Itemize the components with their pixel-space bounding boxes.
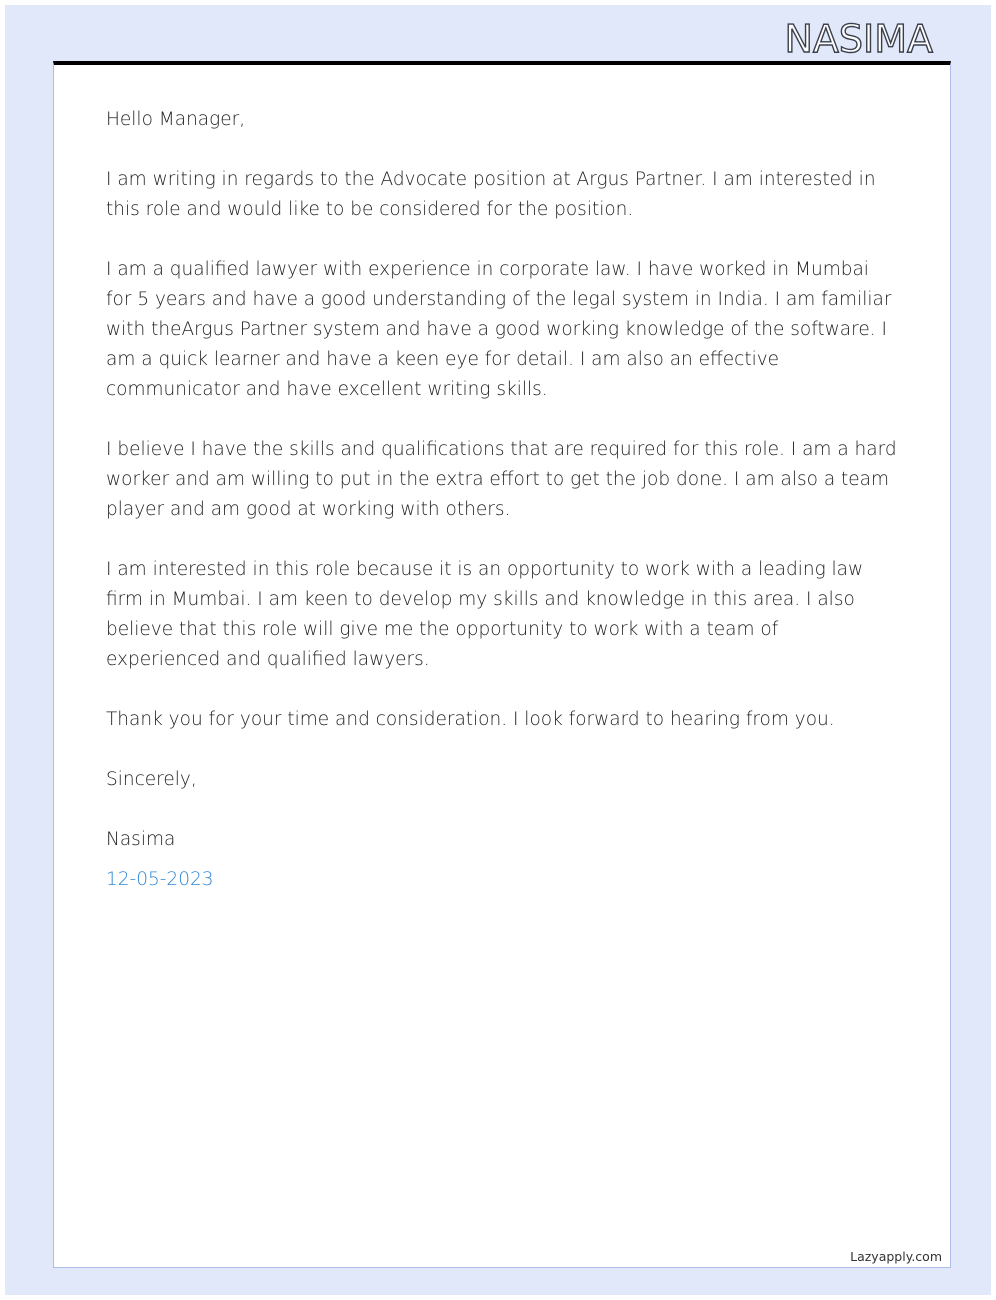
letter-greeting: Hello Manager, (106, 109, 246, 130)
letter-signature: Nasima (106, 829, 176, 850)
letter-body (106, 105, 898, 895)
footer-brand: Lazyapply.com (850, 1249, 942, 1264)
letter-closing: Sincerely, (106, 769, 197, 790)
header-name: NASIMA (784, 17, 933, 61)
letter-paragraph: I am a qualified lawyer with experience in corporate law. I have worked in Mumbai for 5 years and have a good understanding of the legal system in India. I am familiar with theArgus Partner system and have a good working knowledge of the software. I am a quick learner and have a keen eye for detail. I am also an effective communicator and have excellent writing skills. (106, 259, 892, 400)
page-background (5, 5, 991, 1295)
letter-paragraph: I believe I have the skills and qualifications that are required for this role. I am a hard worker and am willing to put in the extra effort to get the job done. I am also a team player and am good at working with others. (106, 439, 897, 520)
letter-sheet (53, 61, 951, 1268)
letter-paragraph: Thank you for your time and consideration. I look forward to hearing from you. (106, 709, 835, 730)
letter-date: 12-05-2023 (106, 869, 214, 890)
letter-paragraph: I am interested in this role because it is an opportunity to work with a leading law firm in Mumbai. I am keen to develop my skills and knowledge in this area. I also believe that this role will give me the opportunity to work with a team of experienced and qualified lawyers. (106, 559, 864, 670)
letter-paragraph: I am writing in regards to the Advocate position at Argus Partner. I am interested in this role and would like to be considered for the position. (106, 169, 876, 220)
